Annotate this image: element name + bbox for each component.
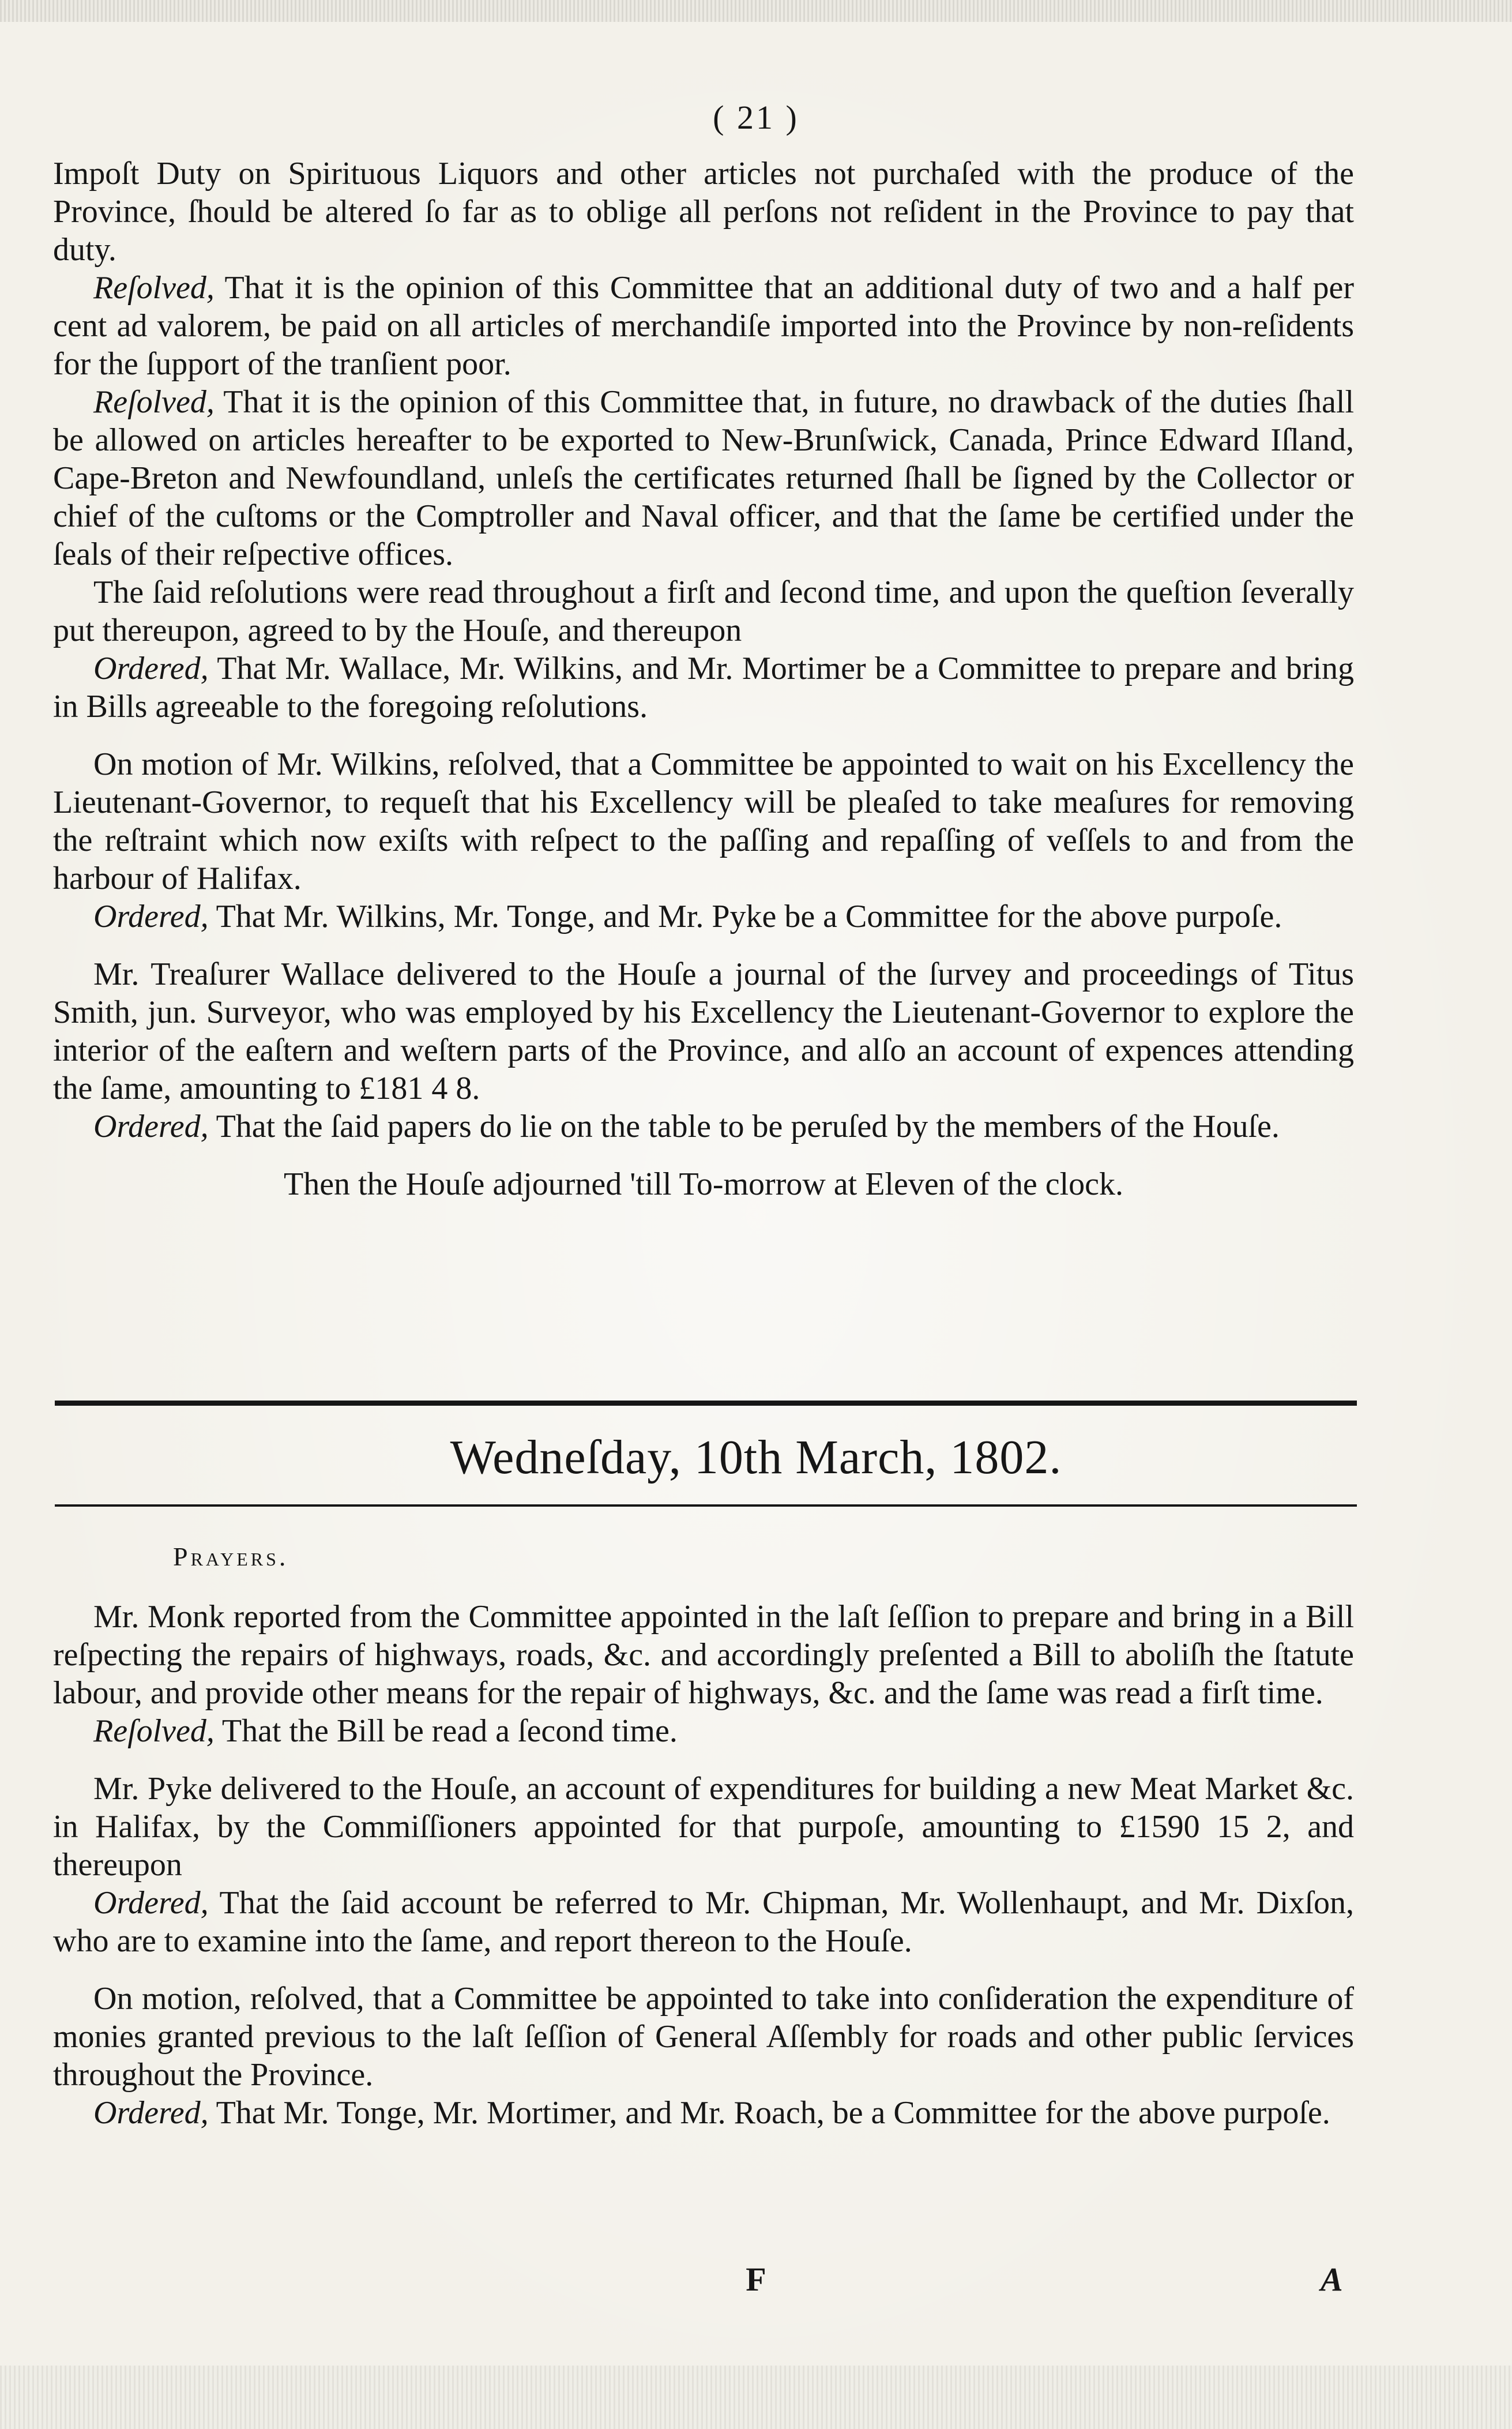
paragraph xyxy=(53,1712,1354,1750)
paragraph-text: That Mr. Tonge, Mr. Mortimer, and Mr. Roach, be a Committee for the above purpoſe. xyxy=(208,2095,1330,2131)
paragraph-text: The ſaid reſolutions were read throughout a firſt and ſecond time, and upon the queſtion ſeverally put thereupon, agreed to by the Houſe, and thereupon xyxy=(53,575,1354,648)
paragraph xyxy=(53,155,1354,269)
paragraph-text: That Mr. Wilkins, Mr. Tonge, and Mr. Pyke be a Committee for the above purpoſe. xyxy=(208,899,1282,934)
paragraph-text: On motion, reſolved, that a Committee be appointed to take into conſideration the expenditure of monies granted previous to the laſt ſeſſion of General Aſſembly for roads and other public ſervices throughout the Province. xyxy=(53,1981,1354,2093)
paragraph-text: Mr. Monk reported from the Committee appointed in the laſt ſeſſion to prepare and bring in a Bill reſpecting the repairs of highways, roads, &c. and accordingly preſented a Bill to aboliſh the ſtatute labour, and provide other means for the repair of highways, &c. and the ſame was read a firſt time. xyxy=(53,1599,1354,1711)
paragraph-text: Mr. Pyke delivered to the Houſe, an account of expenditures for building a new Meat Market &c. in Halifax, by the Commiſſioners appointed for that purpoſe, amounting to £1590 15 2, and thereupon xyxy=(53,1771,1354,1883)
paragraph xyxy=(53,955,1354,1107)
paragraph-lead: Ordered, xyxy=(93,651,209,686)
paragraph-lead: Ordered, xyxy=(93,899,209,934)
paragraph-lead: Ordered, xyxy=(93,1885,209,1921)
text-block-wednesday xyxy=(53,1598,1354,2132)
paragraph-lead: Ordered, xyxy=(93,2095,209,2131)
adjournment-line: Then the Houſe adjourned 'till To-morrow at Eleven of the clock. xyxy=(283,1166,1124,1202)
paragraph-text: That it is the opinion of this Committee that an additional duty of two and a half per cent ad valorem, be paid on all articles of merchandiſe imported into the Province by non-reſidents for the ſupport of the tranſient poor. xyxy=(53,270,1354,382)
scan-bottom-edge xyxy=(0,2366,1512,2429)
paragraph-text: Impoſt Duty on Spirituous Liquors and other articles not purchaſed with the produce of the Province, ſhould be altered ſo far as to oblige all perſons not reſident in the Province to pay that duty. xyxy=(53,156,1354,268)
paragraph xyxy=(53,898,1354,936)
prayers-heading: Prayers. xyxy=(173,1542,289,1571)
text-block-resolutions xyxy=(53,155,1354,1203)
paragraph-lead: Ordered, xyxy=(93,1109,209,1144)
paragraph xyxy=(53,1884,1354,1960)
date-heading: Wedneſday, 10th March, 1802. xyxy=(450,1431,1062,1484)
scan-top-edge xyxy=(0,0,1512,22)
paragraph-text: That the ſaid account be referred to Mr. Chipman, Mr. Wollenhaupt, and Mr. Dixſon, who are to examine into the ſame, and report thereon to the Houſe. xyxy=(53,1885,1354,1959)
paragraph-text: That it is the opinion of this Committee that, in future, no drawback of the duties ſhall be allowed on articles hereafter to be exported to New-Brunſwick, Canada, Prince Edward Iſland, Cape-Breton and Newfoundland, unleſs the certificates returned ſhall be ſigned by the Collector or chief of the cuſtoms or the Comptroller and Naval officer, and that the ſame be certified under the ſeals of their reſpective offices. xyxy=(53,384,1354,572)
paragraph-lead: Reſolved, xyxy=(93,384,215,420)
paragraph-text: On motion of Mr. Wilkins, reſolved, that a Committee be appointed to wait on his Excellency the Lieutenant-Governor, to requeſt that his Excellency will be pleaſed to take meaſures for removing the reſtraint which now exiſts with reſpect to the paſſing and repaſſing of veſſels to and from the harbour of Halifax. xyxy=(53,746,1354,896)
paragraph xyxy=(53,269,1354,383)
paragraph-text: That the Bill be read a ſecond time. xyxy=(214,1713,678,1749)
paragraph xyxy=(53,745,1354,898)
paragraph-text: Mr. Treaſurer Wallace delivered to the Houſe a journal of the ſurvey and proceedings of Titus Smith, jun. Surveyor, who was employed by his Excellency the Lieutenant-Governor to explore the interior of the eaſtern and weſtern parts of the Province, and alſo an account of expences attending the ſame, amounting to £181 4 8. xyxy=(53,956,1354,1106)
paragraph xyxy=(53,573,1354,650)
rule-top xyxy=(55,1401,1357,1406)
paragraph xyxy=(53,1598,1354,1712)
paragraph-lead: Reſolved, xyxy=(93,1713,215,1749)
paragraph xyxy=(53,2094,1354,2132)
paragraph xyxy=(53,1980,1354,2094)
paragraph-text: That the ſaid papers do lie on the table to be peruſed by the members of the Houſe. xyxy=(208,1109,1280,1144)
signature-mark: F xyxy=(746,2261,766,2298)
paragraph-text: That Mr. Wallace, Mr. Wilkins, and Mr. Mortimer be a Committee to prepare and bring in Bills agreeable to the foregoing reſolutions. xyxy=(53,651,1354,724)
paragraph xyxy=(53,1107,1354,1146)
paragraph xyxy=(53,650,1354,726)
paragraph-lead: Reſolved, xyxy=(93,270,215,306)
rule-bottom xyxy=(55,1504,1357,1507)
paragraph xyxy=(53,383,1354,573)
page-number: ( 21 ) xyxy=(713,99,799,136)
paragraph xyxy=(53,1770,1354,1884)
catchword: A xyxy=(1321,2261,1343,2298)
